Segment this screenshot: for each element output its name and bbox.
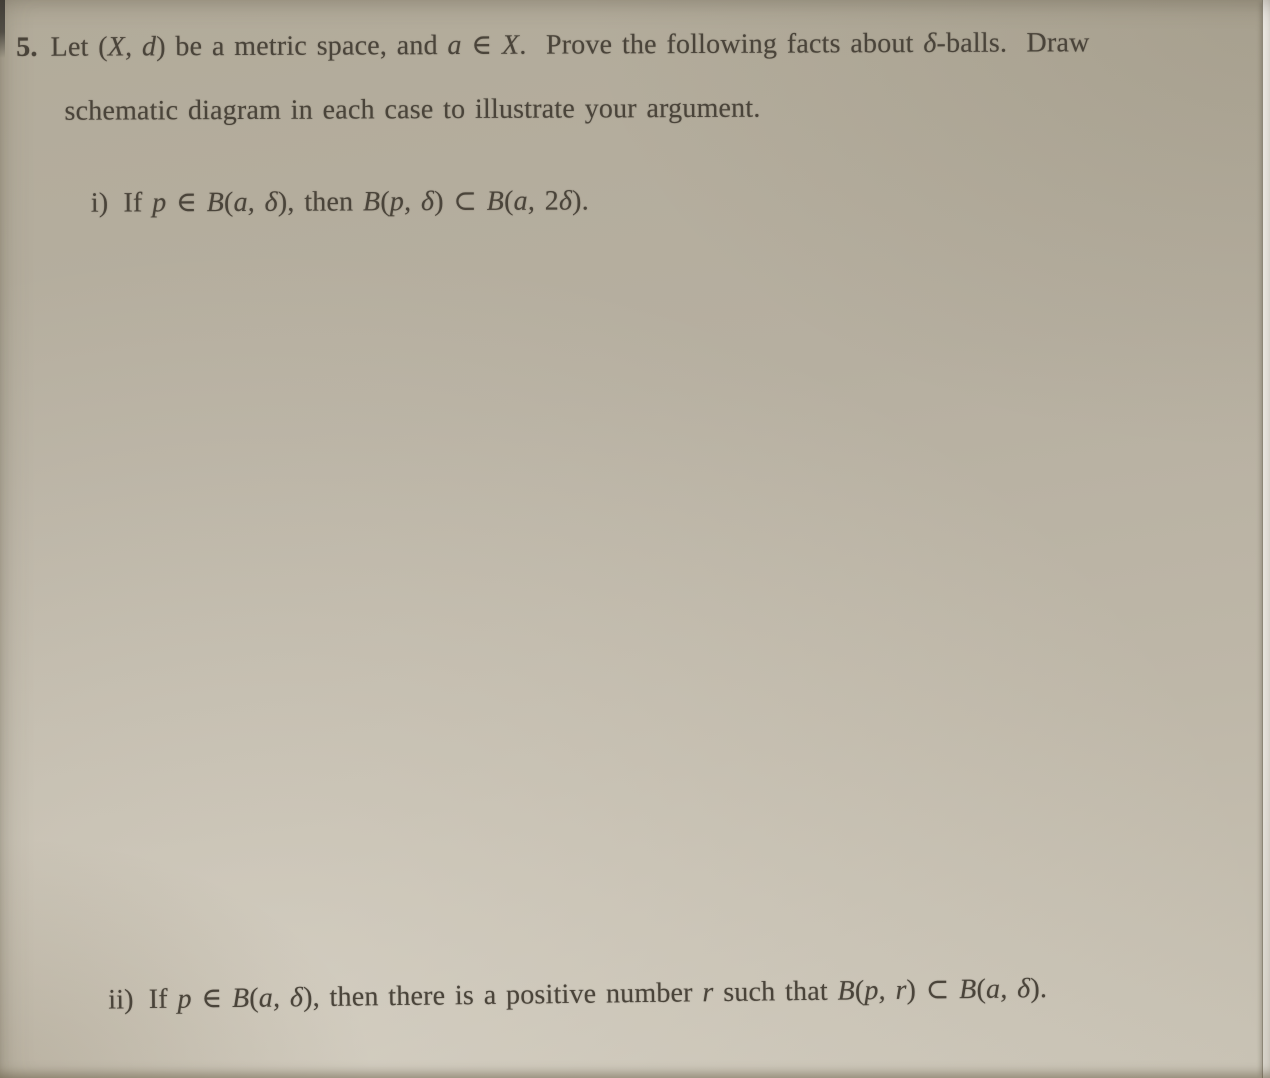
element-of-symbol: ∈	[461, 29, 503, 61]
item-text: If	[148, 983, 178, 1016]
math-expr: a, δ	[233, 186, 278, 218]
item-text: such that	[713, 975, 838, 1009]
math-expr: p, r	[864, 974, 907, 1007]
subset-symbol: ) ⊂	[906, 974, 960, 1006]
problem-intro-line2	[64, 93, 760, 128]
math-expr: B	[231, 982, 250, 1015]
math-digit: 2	[544, 185, 559, 217]
item-label-ii: ii)	[108, 984, 134, 1016]
paren: (	[249, 982, 260, 1014]
math-expr: a	[447, 29, 462, 62]
math-expr: B	[206, 187, 225, 219]
intro-text: ) be a metric space, and	[156, 30, 448, 63]
math-expr: B	[958, 973, 977, 1006]
intro-text: . Prove the following facts about	[519, 27, 924, 61]
element-of-symbol: ∈	[166, 187, 207, 219]
paren: (	[976, 973, 987, 1005]
item-text: ), then	[277, 186, 364, 218]
problem-intro-line1	[16, 25, 1089, 64]
intro-text: schematic diagram in each case to illustrate your argument.	[64, 92, 761, 127]
math-expr: B	[486, 185, 505, 217]
problem-part-i	[91, 183, 589, 219]
math-expr: p	[152, 187, 167, 219]
item-text: If	[123, 187, 153, 219]
math-expr: p, δ	[389, 186, 435, 218]
delta-symbol: δ	[558, 185, 573, 217]
item-label-i: i)	[90, 187, 109, 219]
paren: ).	[1030, 973, 1048, 1005]
math-expr: p	[177, 983, 192, 1015]
math-expr: X	[501, 29, 520, 61]
paren: (	[223, 186, 234, 219]
math-expr: a, δ	[258, 982, 304, 1014]
paren: ).	[572, 185, 589, 217]
problem-part-ii	[108, 971, 1047, 1016]
element-of-symbol: ∈	[191, 983, 233, 1015]
paren: (	[380, 186, 390, 218]
math-expr: a, δ	[985, 973, 1031, 1005]
math-expr: B	[837, 975, 856, 1007]
paren: (	[504, 185, 514, 217]
paren: (	[854, 975, 865, 1007]
math-expr: a,	[513, 185, 545, 217]
delta-symbol: δ	[923, 27, 937, 59]
intro-text: Let (	[50, 31, 108, 63]
math-expr: X, d	[107, 31, 157, 63]
intro-text: -balls. Draw	[936, 27, 1090, 59]
subset-symbol: ) ⊂	[434, 185, 487, 218]
math-expr: r	[702, 977, 714, 1009]
math-expr: B	[362, 186, 381, 218]
item-text: ), then there is a positive number	[302, 977, 703, 1014]
problem-number: 5.	[16, 31, 38, 63]
